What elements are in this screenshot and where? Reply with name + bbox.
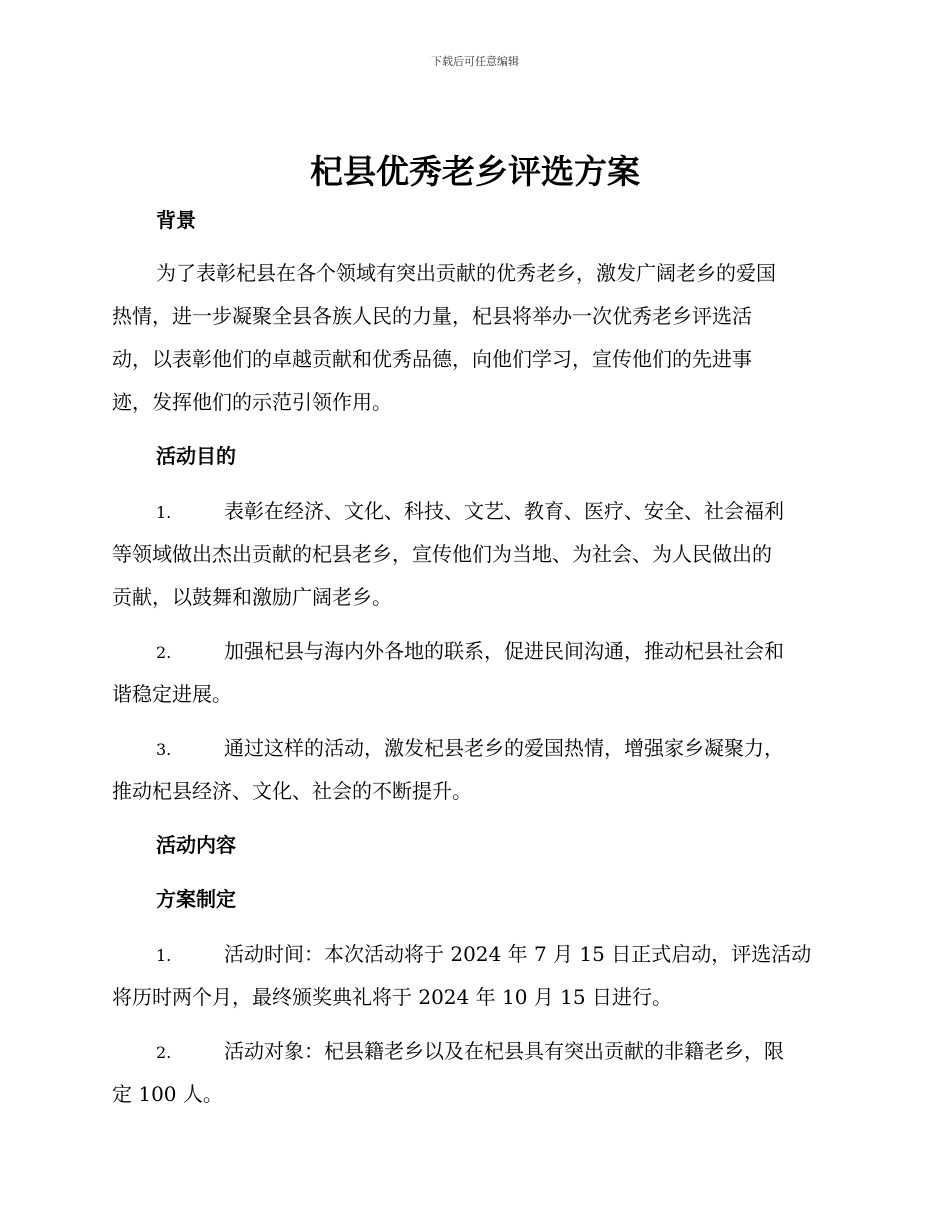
paragraph-line: 贡献，以鼓舞和激励广阔老乡。 — [112, 585, 392, 609]
list-number: 2. — [156, 643, 172, 662]
heading-background: 背景 — [156, 208, 196, 232]
list-item-text: 活动时间：本次活动将于 2024 年 7 月 15 日正式启动，评选活动 — [224, 942, 812, 966]
list-number: 1. — [156, 946, 172, 965]
plan-item-1 — [112, 933, 836, 1019]
list-number: 2. — [156, 1043, 172, 1062]
list-number: 1. — [156, 503, 172, 522]
paragraph-line: 推动杞县经济、文化、社会的不断提升。 — [112, 779, 472, 803]
paragraph-line: 热情，进一步凝聚全县各族人民的力量，杞县将举办一次优秀老乡评选活 — [112, 304, 752, 328]
list-item-text: 通过这样的活动，激发杞县老乡的爱国热情，增强家乡凝聚力， — [224, 736, 784, 760]
list-item-text: 加强杞县与海内外各地的联系，促进民间沟通，推动杞县社会和 — [224, 639, 784, 663]
purpose-item-3 — [112, 727, 836, 813]
list-item-first-line — [112, 490, 836, 533]
list-item-text: 活动对象：杞县籍老乡以及在杞县具有突出贡献的非籍老乡，限 — [224, 1039, 784, 1063]
paragraph-line: 动，以表彰他们的卓越贡献和优秀品德，向他们学习，宣传他们的先进事 — [112, 347, 752, 371]
paragraph-line: 为了表彰杞县在各个领域有突出贡献的优秀老乡，激发广阔老乡的爱国 — [156, 261, 776, 285]
paragraph-line: 谐稳定进展。 — [112, 682, 232, 706]
list-item-first-line — [112, 630, 836, 673]
document-title: 杞县优秀老乡评选方案 — [310, 152, 640, 191]
purpose-item-1 — [112, 490, 836, 619]
purpose-item-2 — [112, 630, 836, 716]
list-item-first-line — [112, 1030, 836, 1073]
paragraph-line: 将历时两个月，最终颁奖典礼将于 2024 年 10 月 15 日进行。 — [112, 985, 672, 1009]
plan-item-2 — [112, 1030, 836, 1116]
list-number: 3. — [156, 740, 172, 759]
list-item-text: 表彰在经济、文化、科技、文艺、教育、医疗、安全、社会福利 — [224, 499, 784, 523]
heading-content: 活动内容 — [156, 833, 236, 857]
heading-plan: 方案制定 — [156, 887, 236, 911]
paragraph-line: 定 100 人。 — [112, 1082, 223, 1106]
paragraph-background — [112, 252, 836, 424]
paragraph-line: 等领域做出杰出贡献的杞县老乡，宣传他们为当地、为社会、为人民做出的 — [112, 542, 772, 566]
heading-purpose: 活动目的 — [156, 444, 236, 468]
list-item-first-line — [112, 933, 836, 976]
list-item-first-line — [112, 727, 836, 770]
paragraph-line: 迹，发挥他们的示范引领作用。 — [112, 390, 392, 414]
header-note: 下载后可任意编辑 — [431, 55, 519, 68]
